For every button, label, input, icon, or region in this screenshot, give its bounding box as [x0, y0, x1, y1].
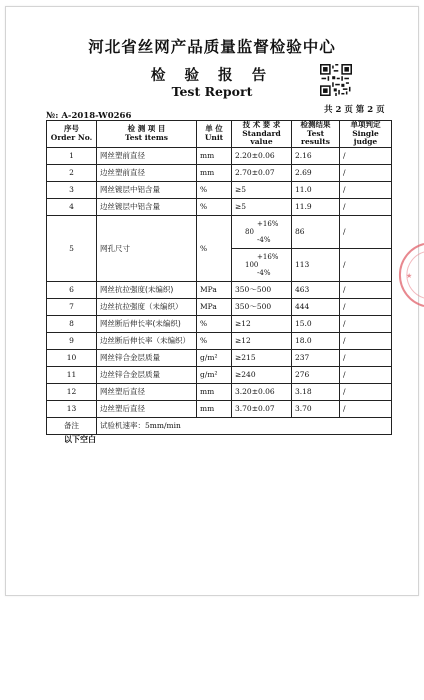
cell-no: 9 — [47, 332, 97, 349]
red-seal-stamp-icon — [396, 240, 424, 310]
table-row — [47, 181, 392, 198]
cell-result: 2.69 — [292, 164, 340, 181]
cell-result: 463 — [292, 281, 340, 298]
cell-unit: % — [197, 315, 232, 332]
cell-judge: / — [340, 248, 392, 281]
table-row — [47, 332, 392, 349]
cell-unit: mm — [197, 164, 232, 181]
cell-item: 边丝抗拉强度（未编织） — [97, 298, 197, 315]
cell-judge: / — [340, 215, 392, 248]
header-order-no: 序号 Order No. — [47, 121, 97, 148]
cell-unit: g/m² — [197, 366, 232, 383]
table-row — [47, 383, 392, 400]
cell-unit: MPa — [197, 298, 232, 315]
cell-no: 13 — [47, 400, 97, 417]
table-row-mesh-80 — [47, 215, 392, 248]
cell-item: 网丝锌合金层质量 — [97, 349, 197, 366]
cell-standard: ≥12 — [232, 315, 292, 332]
cell-unit: mm — [197, 400, 232, 417]
table-row — [47, 366, 392, 383]
cell-judge: / — [340, 366, 392, 383]
cell-standard: ≥5 — [232, 198, 292, 215]
tolerance-base: 100 — [245, 260, 259, 269]
cell-judge: / — [340, 298, 392, 315]
page-counter: 共 2 页 第 2 页 — [324, 105, 385, 115]
cell-item: 网丝抗拉强度(未编织) — [97, 281, 197, 298]
header-test-results: 检测结果 Test results — [292, 121, 340, 148]
cell-no: 8 — [47, 315, 97, 332]
report-paper — [5, 6, 419, 596]
cell-no: 12 — [47, 383, 97, 400]
cell-result: 11.9 — [292, 198, 340, 215]
cell-standard: 3.70±0.07 — [232, 400, 292, 417]
cell-result: 11.0 — [292, 181, 340, 198]
cell-item: 网丝镀层中铝含量 — [97, 181, 197, 198]
table-row — [47, 349, 392, 366]
header-test-items: 检 测 项 目 Test items — [97, 121, 197, 148]
cell-result: 2.16 — [292, 147, 340, 164]
cell-unit: % — [197, 198, 232, 215]
cell-judge: / — [340, 147, 392, 164]
cell-no: 7 — [47, 298, 97, 315]
table-row — [47, 164, 392, 181]
cell-unit: mm — [197, 147, 232, 164]
cell-standard: 2.20±0.06 — [232, 147, 292, 164]
cell-result: 3.18 — [292, 383, 340, 400]
table-row — [47, 298, 392, 315]
cell-item: 网孔尺寸 — [97, 215, 197, 281]
report-number: №: A-2018-W0266 — [46, 111, 132, 121]
table-header-row — [47, 121, 392, 148]
cell-judge: / — [340, 315, 392, 332]
cell-judge: / — [340, 164, 392, 181]
cell-standard: 2.70±0.07 — [232, 164, 292, 181]
cell-result: 18.0 — [292, 332, 340, 349]
cell-judge: / — [340, 400, 392, 417]
qr-code-icon — [320, 64, 352, 96]
cell-standard: ≥215 — [232, 349, 292, 366]
report-title-en: Test Report — [171, 84, 253, 99]
cell-item: 边丝锌合金层质量 — [97, 366, 197, 383]
header-single-judge: 单项判定 Single judge — [340, 121, 392, 148]
cell-item: 边丝塑后直径 — [97, 400, 197, 417]
cell-item: 边丝镀层中铝含量 — [97, 198, 197, 215]
table-row — [47, 315, 392, 332]
cell-no: 3 — [47, 181, 97, 198]
cell-item: 网丝断后伸长率(未编织) — [97, 315, 197, 332]
header-standard-value: 技 术 要 求 Standard value — [232, 121, 292, 148]
svg-text:★: ★ — [406, 272, 413, 280]
cell-judge: / — [340, 383, 392, 400]
tolerance-plus: +16% — [257, 252, 279, 261]
cell-judge: / — [340, 281, 392, 298]
cell-no: 2 — [47, 164, 97, 181]
report-title-cn: 检 验 报 告 — [150, 67, 274, 84]
table-row — [47, 281, 392, 298]
cell-judge: / — [340, 198, 392, 215]
header-unit: 单 位 Unit — [197, 121, 232, 148]
cell-result: 15.0 — [292, 315, 340, 332]
table-row — [47, 400, 392, 417]
cell-standard — [232, 248, 292, 281]
cell-result: 86 — [292, 215, 340, 248]
cell-item: 边丝塑前直径 — [97, 164, 197, 181]
cell-standard: 350～500 — [232, 281, 292, 298]
cell-unit: g/m² — [197, 349, 232, 366]
cell-standard: ≥240 — [232, 366, 292, 383]
cell-standard: 3.20±0.06 — [232, 383, 292, 400]
table-row — [47, 198, 392, 215]
cell-result: 237 — [292, 349, 340, 366]
remarks-text: 试验机速率：5mm/min — [97, 417, 392, 434]
cell-no: 11 — [47, 366, 97, 383]
blank-below-note: 以下空白 — [64, 434, 96, 444]
tolerance-minus: -4% — [257, 235, 271, 244]
cell-result: 276 — [292, 366, 340, 383]
cell-no: 4 — [47, 198, 97, 215]
cell-judge: / — [340, 181, 392, 198]
cell-standard: 350～500 — [232, 298, 292, 315]
cell-standard: ≥5 — [232, 181, 292, 198]
cell-item: 网丝塑后直径 — [97, 383, 197, 400]
cell-unit: % — [197, 332, 232, 349]
cell-judge: / — [340, 332, 392, 349]
cell-result: 113 — [292, 248, 340, 281]
cell-item: 网丝塑前直径 — [97, 147, 197, 164]
cell-item: 边丝断后伸长率（未编织） — [97, 332, 197, 349]
organization-name: 河北省丝网产品质量监督检验中心 — [88, 37, 336, 56]
cell-result: 444 — [292, 298, 340, 315]
cell-no: 5 — [47, 215, 97, 281]
tolerance-minus: -4% — [257, 268, 271, 277]
cell-unit: mm — [197, 383, 232, 400]
tolerance-base: 80 — [245, 227, 254, 236]
cell-unit: % — [197, 215, 232, 281]
cell-no: 1 — [47, 147, 97, 164]
test-results-table — [46, 120, 392, 435]
cell-unit: % — [197, 181, 232, 198]
remarks-label: 备注 — [47, 417, 97, 434]
cell-result: 3.70 — [292, 400, 340, 417]
remarks-row — [47, 417, 392, 434]
cell-standard: ≥12 — [232, 332, 292, 349]
cell-unit: MPa — [197, 281, 232, 298]
cell-no: 6 — [47, 281, 97, 298]
tolerance-plus: +16% — [257, 219, 279, 228]
table-row — [47, 147, 392, 164]
cell-judge: / — [340, 349, 392, 366]
cell-standard — [232, 215, 292, 248]
cell-no: 10 — [47, 349, 97, 366]
